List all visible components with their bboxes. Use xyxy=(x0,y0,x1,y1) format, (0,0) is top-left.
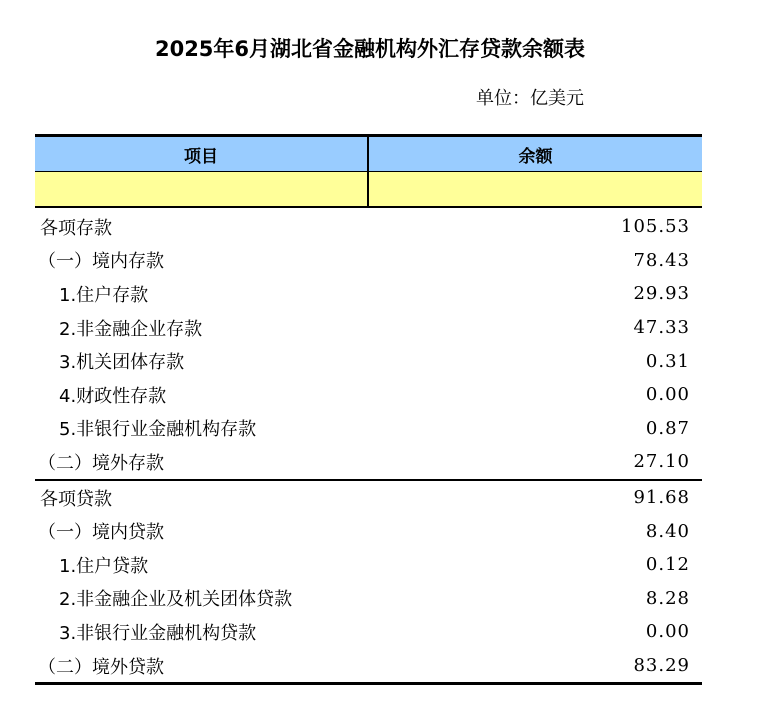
row-value: 27.10 xyxy=(633,451,690,473)
row-label: （二）境外贷款 xyxy=(38,656,164,678)
table-row xyxy=(35,649,702,683)
header-balance: 余额 xyxy=(518,146,553,167)
table-subheader-row xyxy=(35,172,702,208)
table-row xyxy=(35,412,702,446)
row-label: 2.非金融企业存款 xyxy=(59,318,203,340)
row-label: 1.住户贷款 xyxy=(59,555,149,577)
header-item: 项目 xyxy=(35,137,369,171)
unit-label: 单位：亿美元 xyxy=(476,88,584,109)
table-row xyxy=(35,514,702,548)
table-row xyxy=(35,481,702,515)
row-value: 78.43 xyxy=(633,249,690,271)
row-value: 29.93 xyxy=(633,283,690,305)
table-row xyxy=(35,615,702,649)
row-label: （二）境外存款 xyxy=(38,452,164,474)
row-value: 47.33 xyxy=(633,317,690,339)
row-value: 83.29 xyxy=(633,655,690,677)
table-header-row xyxy=(35,137,702,172)
row-value: 8.28 xyxy=(645,587,690,609)
row-value: 0.12 xyxy=(645,554,690,576)
row-value: 0.00 xyxy=(645,384,690,406)
row-value: 0.31 xyxy=(645,350,690,372)
row-value: 8.40 xyxy=(645,520,690,542)
table-row xyxy=(35,311,702,345)
row-label: 3.机关团体存款 xyxy=(59,352,185,374)
row-label: 3.非银行业金融机构贷款 xyxy=(59,622,257,644)
table-row xyxy=(35,582,702,616)
balance-table xyxy=(35,134,702,685)
row-value: 0.00 xyxy=(645,621,690,643)
subheader-item-cell xyxy=(35,172,369,206)
subheader-balance-cell xyxy=(369,172,702,206)
row-label: 4.财政性存款 xyxy=(59,385,167,407)
row-label: 1.住户存款 xyxy=(59,284,149,306)
table-row xyxy=(35,210,702,244)
table-row xyxy=(35,548,702,582)
table-row xyxy=(35,244,702,278)
row-label: 各项贷款 xyxy=(40,488,112,510)
table-row xyxy=(35,344,702,378)
row-label: （一）境内贷款 xyxy=(38,522,164,544)
table-row xyxy=(35,378,702,412)
table-row xyxy=(35,277,702,311)
row-value: 105.53 xyxy=(621,216,690,238)
row-value: 91.68 xyxy=(633,487,690,509)
table-row xyxy=(35,445,702,479)
row-label: 5.非银行业金融机构存款 xyxy=(59,419,257,441)
page-title: 2025年6月湖北省金融机构外汇存贷款余额表 xyxy=(154,37,586,61)
row-label: 各项存款 xyxy=(40,217,112,239)
loans-section xyxy=(35,479,702,683)
row-value: 0.87 xyxy=(645,417,690,439)
deposits-section xyxy=(35,208,702,479)
row-label: 2.非金融企业及机关团体贷款 xyxy=(59,589,293,611)
row-label: （一）境内存款 xyxy=(38,251,164,273)
